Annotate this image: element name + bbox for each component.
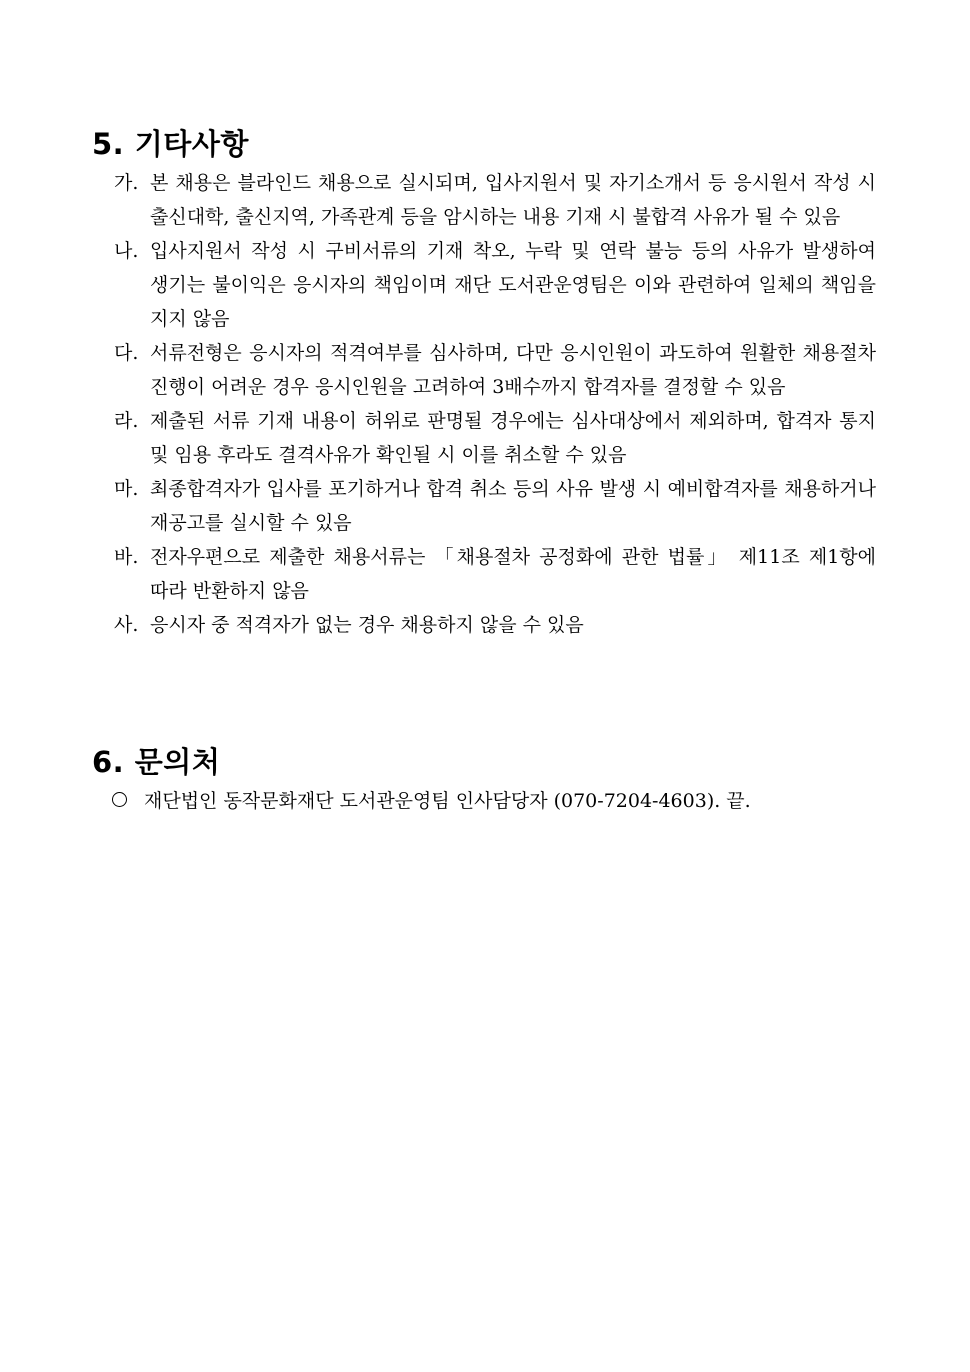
item-marker: 가. [114, 172, 139, 194]
section-contact [92, 742, 892, 818]
item-marker: 사. [114, 614, 139, 636]
list-item [92, 336, 876, 404]
section-other-matters [92, 124, 892, 642]
list-item [92, 234, 876, 336]
list-item [92, 404, 876, 472]
notice-list [92, 166, 892, 642]
list-item [92, 608, 876, 642]
item-text: 최종합격자가 입사를 포기하거나 합격 취소 등의 사유 발생 시 예비합격자를 채용하거나 재공고를 실시할 수 있음 [150, 478, 876, 534]
item-marker: 라. [114, 410, 139, 432]
item-text: 제출된 서류 기재 내용이 허위로 판명될 경우에는 심사대상에서 제외하며, 합격자 통지 및 임용 후라도 결격사유가 확인될 시 이를 취소할 수 있음 [150, 410, 876, 466]
item-text: 입사지원서 작성 시 구비서류의 기재 착오, 누락 및 연락 불능 등의 사유가 발생하여 생기는 불이익은 응시자의 책임이며 재단 도서관운영팀은 이와 관련하여 일체의 책임을 지지 않음 [150, 240, 876, 330]
item-marker: 마. [114, 478, 139, 500]
item-text: 전자우편으로 제출한 채용서류는 「채용절차 공정화에 관한 법률」 제11조 제1항에 따라 반환하지 않음 [150, 546, 876, 602]
section-heading: 5. 기타사항 [92, 127, 249, 161]
item-marker: 나. [114, 240, 139, 262]
list-item [92, 472, 876, 540]
contact-line [92, 784, 892, 818]
list-item [92, 540, 876, 608]
item-text: 응시자 중 적격자가 없는 경우 채용하지 않을 수 있음 [150, 614, 584, 636]
section-heading: 6. 문의처 [92, 745, 221, 779]
list-item [92, 166, 876, 234]
circle-bullet-icon [112, 792, 127, 807]
item-text: 서류전형은 응시자의 적격여부를 심사하며, 다만 응시인원이 과도하여 원활한 채용절차 진행이 어려운 경우 응시인원을 고려하여 3배수까지 합격자를 결정할 수 있음 [150, 342, 876, 398]
item-text: 본 채용은 블라인드 채용으로 실시되며, 입사지원서 및 자기소개서 등 응시원서 작성 시 출신대학, 출신지역, 가족관계 등을 암시하는 내용 기재 시 불합격 사유가 될 수 있음 [150, 172, 876, 228]
item-marker: 다. [114, 342, 139, 364]
contact-text: 재단법인 동작문화재단 도서관운영팀 인사담당자 (070-7204-4603). 끝. [144, 790, 751, 812]
item-marker: 바. [114, 546, 139, 568]
